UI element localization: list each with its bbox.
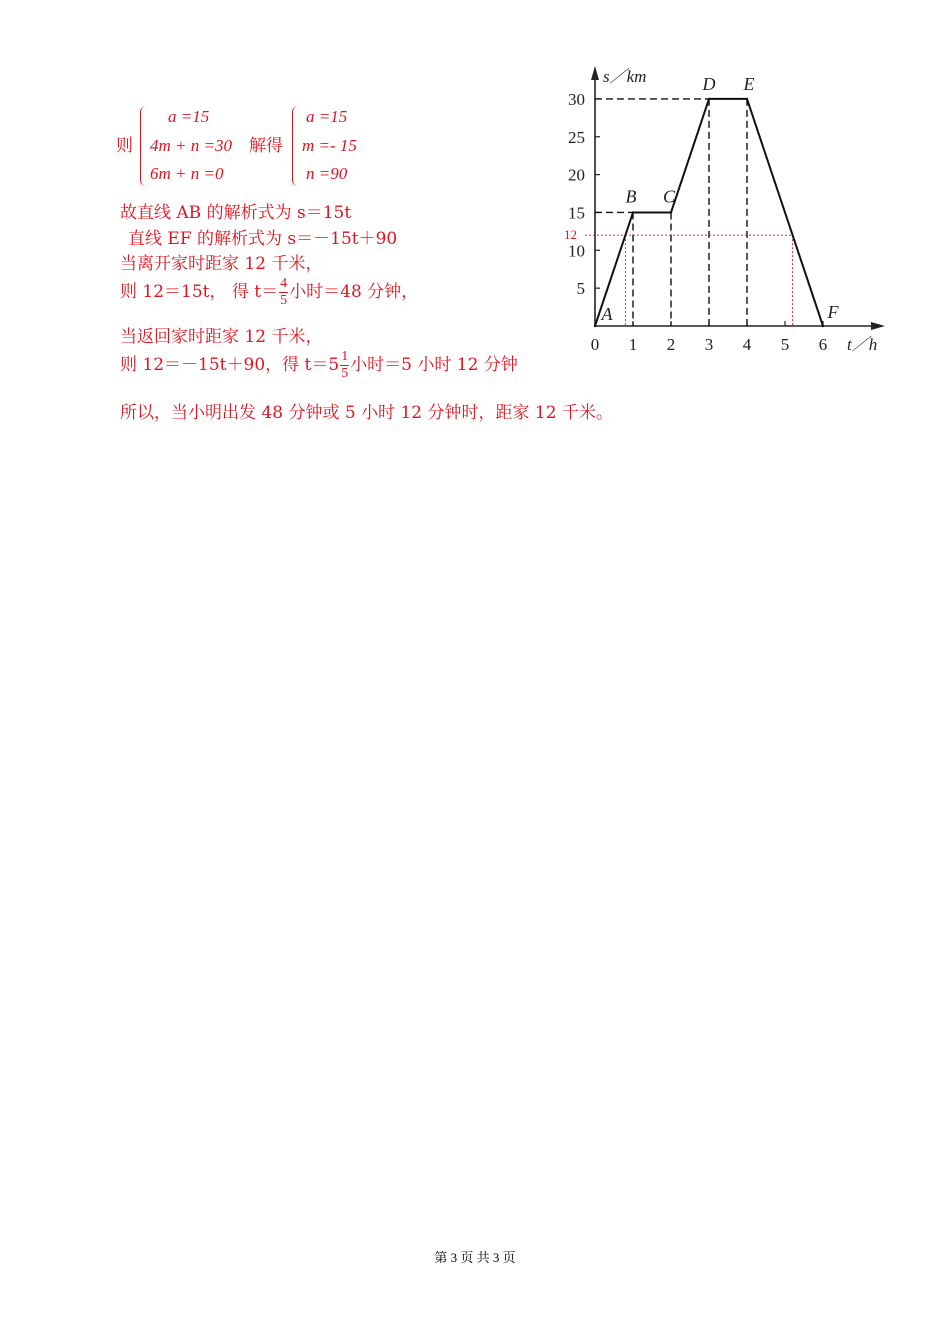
brace-2 (292, 106, 300, 186)
leave-fraction (279, 276, 288, 309)
x-axis-arrow (871, 322, 885, 330)
point-C (670, 211, 672, 213)
sys1-eq1: a =15 (168, 107, 210, 126)
point-label-B: B (625, 186, 637, 207)
brace-1 (140, 106, 148, 186)
return-frac-den: 5 (341, 366, 349, 381)
y-tick-label: 30 (568, 89, 585, 109)
y-axis-label: s／km (603, 67, 647, 86)
x-tick-label: 4 (742, 335, 752, 354)
point-B (632, 211, 634, 213)
point-label-E: E (743, 73, 755, 94)
leave-frac-den: 5 (280, 293, 288, 308)
equation-system-1 (140, 106, 250, 188)
x-tick-label: 5 (780, 335, 790, 354)
point-D (708, 98, 710, 100)
sys1-eq2: 4m + n =30 (150, 136, 232, 155)
y-tick-label: 25 (568, 127, 585, 147)
y-tick-label: 5 (576, 279, 585, 299)
y-tick-label: 20 (568, 165, 585, 185)
y-tick-label: 15 (568, 203, 585, 223)
x-tick-label: 1 (628, 335, 638, 354)
conclusion: 所以，当小明出发 48 分钟或 5 小时 12 分钟时，距家 12 千米。 (120, 403, 613, 423)
x-tick-label: 0 (590, 335, 600, 354)
x-axis-label: t／h (847, 335, 878, 354)
page-footer: 第 3 页 共 3 页 (434, 1250, 516, 1265)
point-A (594, 325, 596, 327)
sys2-eq2: m =- 15 (302, 136, 357, 155)
leave-frac-num: 4 (280, 276, 288, 291)
leave-equation (120, 276, 418, 309)
point-F (822, 325, 824, 327)
word-jiede: 解得 (249, 136, 283, 156)
y-axis-arrow (591, 66, 599, 80)
marker-12: 12 (564, 227, 577, 243)
y-tick-label: 10 (568, 241, 585, 261)
graph-labels (564, 67, 877, 354)
return-eq-post: 小时＝5 小时 12 分钟 (350, 355, 518, 375)
sys2-eq1: a =15 (306, 107, 348, 126)
leave-eq-post: 小时＝48 分钟， (289, 282, 419, 302)
equation-system-2 (292, 106, 382, 188)
distance-time-graph (555, 62, 895, 362)
point-label-C: C (662, 186, 676, 207)
return-fraction (340, 349, 349, 382)
line-ef: 直线 EF 的解析式为 s＝－15t＋90 (128, 229, 398, 249)
sys2-eq3: n =90 (306, 164, 348, 183)
leave-eq-pre: 则 12＝15t， 得 t＝ (120, 282, 279, 302)
return-frac-num: 1 (341, 349, 349, 364)
return-eq-pre: 则 12＝－15t＋90，得 t＝5 (120, 355, 340, 375)
word-ze: 则 (116, 136, 133, 156)
sys1-eq3: 6m + n =0 (150, 164, 224, 183)
return-case: 当返回家时距家 12 千米， (120, 327, 323, 347)
leave-case: 当离开家时距家 12 千米， (120, 254, 323, 274)
x-tick-label: 2 (666, 335, 676, 354)
point-E (746, 98, 748, 100)
point-label-A: A (601, 304, 613, 324)
x-tick-label: 6 (818, 335, 828, 354)
return-equation (120, 349, 518, 382)
point-label-F: F (827, 302, 839, 322)
line-ab: 故直线 AB 的解析式为 s＝15t (120, 203, 352, 223)
graph-guides (585, 99, 793, 326)
x-tick-label: 3 (704, 335, 714, 354)
point-label-D: D (702, 73, 716, 94)
